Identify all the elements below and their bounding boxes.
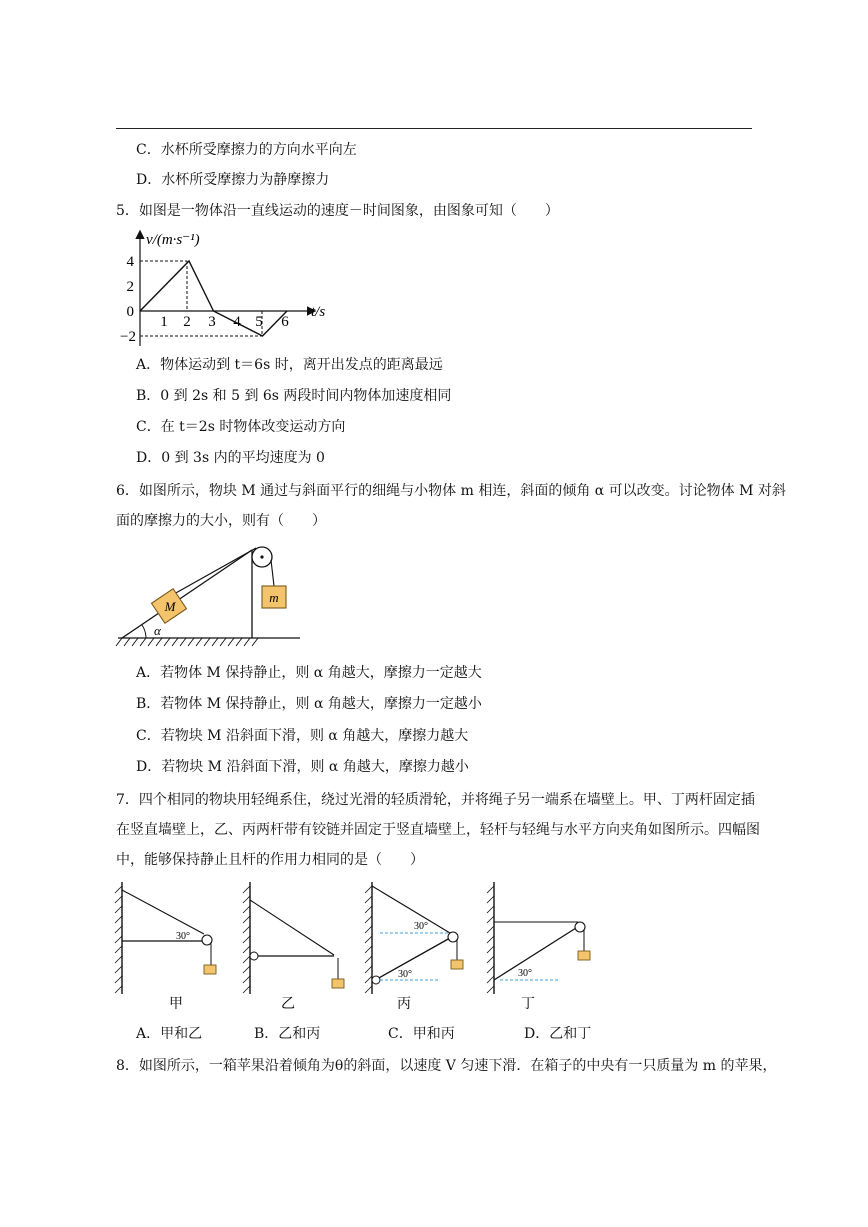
q5-option-d: D．0 到 3s 内的平均速度为 0 — [136, 450, 325, 466]
rope-upper — [174, 548, 256, 594]
q5-vt-graph — [120, 226, 340, 350]
x-tick-2: 2 — [183, 314, 191, 330]
q7-option-d: D．乙和丁 — [524, 1026, 592, 1042]
q6-stem-line1: 6．如图所示，物块 M 通过与斜面平行的细绳与小物体 m 相连，斜面的倾角 α 可以改变。讨论物体 M 对斜 — [116, 483, 786, 499]
figure-ding — [487, 882, 590, 1012]
figure-jia-angle: 30° — [176, 931, 190, 942]
figure-jia-label: 甲 — [169, 997, 183, 1012]
figure-yi — [243, 882, 344, 1012]
q7-option-b: B．乙和丙 — [254, 1026, 321, 1042]
q6-incline-figure — [114, 540, 304, 650]
block-big-label: M — [164, 599, 176, 614]
q5-option-a: A．物体运动到 t＝6s 时，离开出发点的距离最远 — [136, 357, 443, 373]
angle-alpha-label: α — [154, 623, 161, 638]
q7-option-a: A．甲和乙 — [136, 1026, 203, 1042]
x-tick-6: 6 — [281, 314, 289, 330]
q5-option-b: B．0 到 2s 和 5 到 6s 两段时间内物体加速度相同 — [136, 388, 452, 404]
figure-bing-label: 丙 — [397, 997, 411, 1012]
q7-stem-line2: 在竖直墙壁上，乙、丙两杆带有铰链并固定于竖直墙壁上，轻杆与轻绳与水平方向夹角如图所示。四幅图 — [116, 822, 760, 838]
x-axis-label: t/s — [311, 304, 326, 320]
q7-stem-line3: 中，能够保持静止且杆的作用力相同的是（ ） — [116, 852, 424, 868]
q5-option-c: C．在 t＝2s 时物体改变运动方向 — [136, 419, 346, 435]
x-tick-4: 4 — [233, 314, 241, 330]
y-tick-m2: −2 — [120, 329, 136, 345]
y-axis-label: v/(m·s⁻¹) — [146, 232, 200, 248]
figure-bing — [365, 882, 463, 1012]
header-rule — [116, 128, 752, 129]
incline-surface — [122, 550, 252, 638]
y-tick-0: 0 — [126, 304, 134, 320]
figure-bing-angle-top: 30° — [414, 921, 428, 932]
q7-option-c: C．甲和丙 — [388, 1026, 455, 1042]
q6-option-c: C．若物块 M 沿斜面下滑，则 α 角越大，摩擦力越大 — [136, 728, 469, 744]
q4-option-c: C．水杯所受摩擦力的方向水平向左 — [136, 142, 357, 158]
q8-stem: 8．如图所示，一箱苹果沿着倾角为θ的斜面，以速度 V 匀速下滑．在箱子的中央有一只质量为 m 的苹果， — [116, 1058, 777, 1074]
rope-vertical — [271, 560, 274, 586]
figure-yi-label: 乙 — [281, 997, 295, 1012]
figure-bing-angle-bottom: 30° — [398, 969, 412, 980]
x-tick-3: 3 — [208, 314, 216, 330]
q5-stem: 5．如图是一物体沿一直线运动的速度－时间图象，由图象可知（ ） — [116, 203, 559, 219]
q7-four-figures — [110, 876, 610, 1026]
q6-option-b: B．若物体 M 保持静止，则 α 角越大，摩擦力一定越小 — [136, 696, 482, 712]
q6-option-d: D．若物块 M 沿斜面下滑，则 α 角越大，摩擦力越小 — [136, 759, 469, 775]
block-small-label: m — [269, 590, 279, 605]
figure-jia — [115, 882, 216, 1012]
figure-ding-angle: 30° — [518, 968, 532, 979]
q7-stem-line1: 7．四个相同的物块用轻绳系住，绕过光滑的轻质滑轮，并将绳子另一端系在墙壁上。甲、丁两杆固定插 — [116, 792, 755, 808]
q6-stem-line2: 面的摩擦力的大小，则有（ ） — [116, 513, 326, 529]
figure-ding-label: 丁 — [521, 997, 535, 1012]
x-tick-5: 5 — [255, 314, 263, 330]
x-tick-1: 1 — [160, 314, 168, 330]
y-tick-2: 2 — [126, 279, 134, 295]
q4-option-d: D．水杯所受摩擦力为静摩擦力 — [136, 172, 330, 188]
q6-option-a: A．若物体 M 保持静止，则 α 角越大，摩擦力一定越大 — [136, 665, 482, 681]
y-tick-4: 4 — [126, 254, 134, 270]
